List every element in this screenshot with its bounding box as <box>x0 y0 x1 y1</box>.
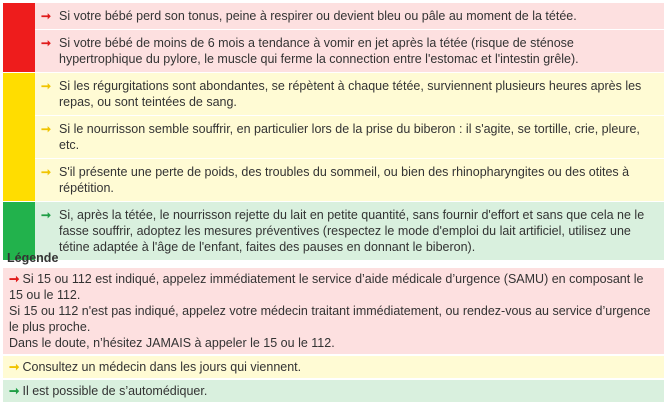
triage-item-text: Si, après la tétée, le nourrisson rejette du lait en petite quantité, sans fournir d'effort et sans que cela ne le fasse souffrir, adoptez les mesures préventives (respectez le mode d'emploi du lait artificiel, utilisez une tétine adaptée à l'âge de l'enfant, faites des pauses en donnant le biberon). <box>59 208 645 254</box>
triage-item-text: S'il présente une perte de poids, des troubles du sommeil, ou bien des rhinopharyngites ou des otites à répétition. <box>59 165 630 195</box>
triage-item <box>35 202 664 260</box>
red-severity-bar <box>3 3 35 72</box>
yellow-arrow-icon: ➞ <box>41 79 52 93</box>
red-arrow-icon: ➞ <box>41 36 52 50</box>
legend-red-line: Si 15 ou 112 n'est pas indiqué, appelez votre médecin traitant immédiatement, ou rendez-vous au service d’urgence le plus proche. <box>9 304 651 334</box>
triage-item <box>35 3 664 29</box>
yellow-severity-bar <box>3 73 35 201</box>
red-arrow-icon: ➞ <box>9 272 20 286</box>
yellow-arrow-icon: ➞ <box>41 165 52 179</box>
legend-row-green <box>3 380 664 402</box>
triage-group-red <box>3 3 664 72</box>
triage-item <box>35 30 664 72</box>
triage-table <box>3 3 664 260</box>
legend-row-yellow <box>3 356 664 378</box>
legend-red-line: Dans le doute, n’hésitez JAMAIS à appeler le 15 ou le 112. <box>9 336 335 350</box>
yellow-arrow-icon: ➞ <box>41 122 52 136</box>
triage-item-text: Si votre bébé perd son tonus, peine à respirer ou devient bleu ou pâle au moment de la tétée. <box>59 9 577 23</box>
triage-group-yellow <box>3 73 664 201</box>
triage-group-green <box>3 202 664 260</box>
triage-item-text: Si les régurgitations sont abondantes, se répètent à chaque tétée, surviennent plusieurs heures après les repas, ou sont teintées de sang. <box>59 79 642 109</box>
legend-yellow-text: Consultez un médecin dans les jours qui viennent. <box>22 360 302 374</box>
green-arrow-icon: ➞ <box>41 208 52 222</box>
triage-item-text: Si votre bébé de moins de 6 mois a tendance à vomir en jet après la tétée (risque de sténose hypertrophique du pylore, le muscle qui ferme la connection entre l'estomac et l'intestin grêle). <box>59 36 579 66</box>
triage-item <box>35 159 664 201</box>
yellow-arrow-icon: ➞ <box>9 360 20 374</box>
green-arrow-icon: ➞ <box>9 384 20 398</box>
legend-row-red <box>3 268 664 354</box>
legend-title: Légende <box>7 251 59 265</box>
legend-red-line: Si 15 ou 112 est indiqué, appelez immédiatement le service d’aide médicale d’urgence (SAMU) en composant le 15 ou le 112. <box>9 272 644 302</box>
triage-item <box>35 116 664 158</box>
triage-item-text: Si le nourrisson semble souffrir, en particulier lors de la prise du biberon : il s'agite, se tortille, crie, pleure, etc. <box>59 122 640 152</box>
legend-green-text: Il est possible de s’automédiquer. <box>22 384 208 398</box>
triage-item <box>35 73 664 115</box>
legend <box>3 268 664 404</box>
red-arrow-icon: ➞ <box>41 9 52 23</box>
